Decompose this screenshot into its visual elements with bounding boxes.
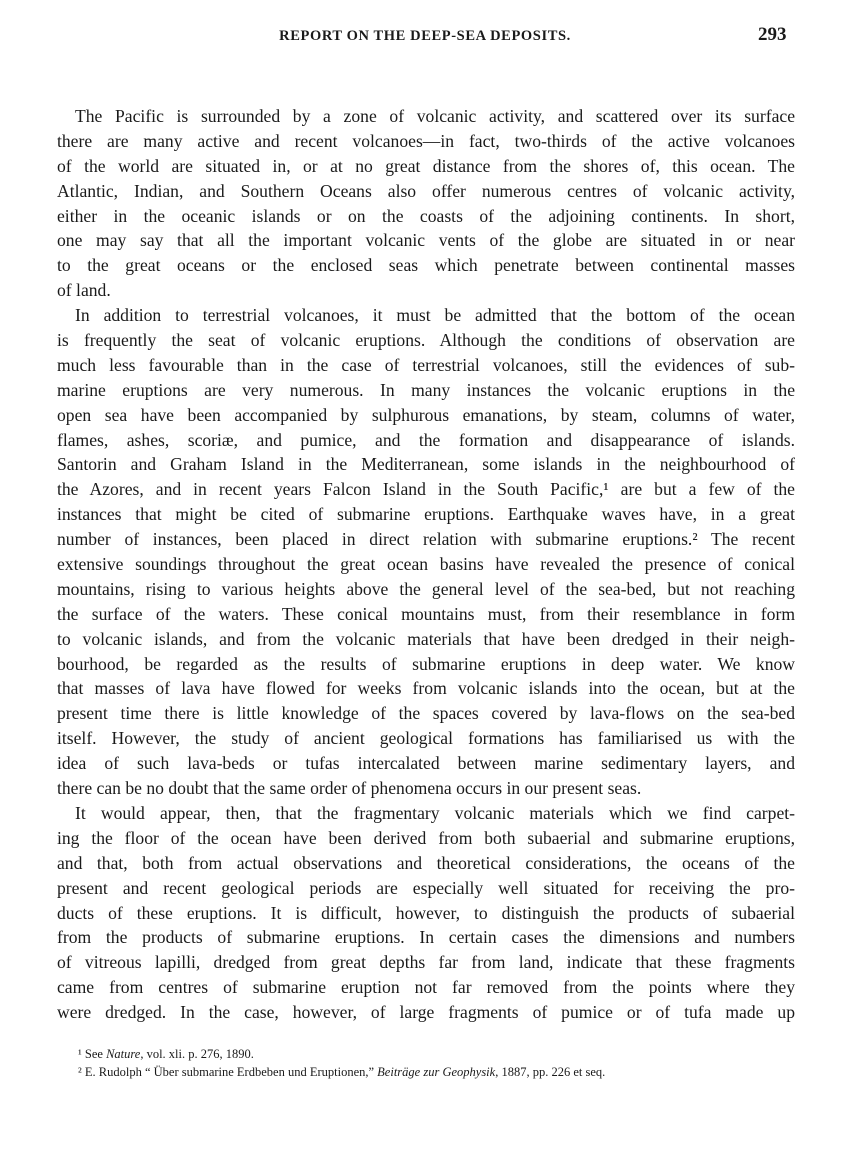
text-line: Santorin and Graham Island in the Mediterranean, some islands in the neighbourhood of <box>57 454 795 475</box>
text-line: number of instances, been placed in direct relation with submarine eruptions.² The recent <box>57 529 795 550</box>
text-line: ing the floor of the ocean have been derived from both subaerial and submarine eruptions, <box>57 827 795 848</box>
text-line: idea of such lava-beds or tufas intercalated between marine sedimentary layers, and <box>57 753 795 774</box>
text-line: instances that might be cited of submarine eruptions. Earthquake waves have, in a great <box>57 504 795 525</box>
text-line: marine eruptions are very numerous. In many instances the volcanic eruptions in the <box>57 379 795 400</box>
page-number: 293 <box>758 24 787 45</box>
text-line: the Azores, and in recent years Falcon Island in the South Pacific,¹ are but a few of the <box>57 479 795 500</box>
text-line: of the world are situated in, or at no great distance from the shores of, this ocean. The <box>57 155 795 176</box>
text-line: of land. <box>57 280 111 301</box>
text-line: either in the oceanic islands or on the coasts of the adjoining continents. In short, <box>57 205 795 226</box>
text-line: and that, both from actual observations and theoretical considerations, the oceans of the <box>57 852 795 873</box>
running-title: REPORT ON THE DEEP-SEA DEPOSITS. <box>279 28 571 44</box>
footnotes <box>78 1045 605 1081</box>
body-text <box>57 104 795 1025</box>
text-line: Atlantic, Indian, and Southern Oceans also offer numerous centres of volcanic activity, <box>57 180 795 201</box>
text-line: bourhood, be regarded as the results of submarine eruptions in deep water. We know <box>57 653 795 674</box>
footnote-text: See <box>81 1047 107 1061</box>
text-line: The Pacific is surrounded by a zone of volcanic activity, and scattered over its surface <box>75 106 795 126</box>
text-line: were dredged. In the case, however, of large fragments of pumice or of tufa made up <box>57 1002 795 1023</box>
text-line: extensive soundings throughout the great ocean basins have revealed the presence of conical <box>57 554 795 575</box>
text-line: present and recent geological periods are especially well situated for receiving the pro- <box>57 877 795 898</box>
text-line: present time there is little knowledge of the spaces covered by lava-flows on the sea-bed <box>57 703 795 724</box>
text-line: to volcanic islands, and from the volcanic materials that have been dredged in their neigh- <box>57 628 795 649</box>
text-line: flames, ashes, scoriæ, and pumice, and the formation and disappearance of islands. <box>57 429 795 450</box>
footnote-text: , 1887, pp. 226 et seq. <box>495 1065 606 1079</box>
text-line: mountains, rising to various heights above the general level of the sea-bed, but not reaching <box>57 578 795 599</box>
text-line: to the great oceans or the enclosed seas which penetrate between continental masses <box>57 255 795 276</box>
text-line: the surface of the waters. These conical mountains must, from their resemblance in form <box>57 603 795 624</box>
footnote-citation-title: Nature <box>106 1047 141 1061</box>
text-line: that masses of lava have flowed for weeks from volcanic islands into the ocean, but at the <box>57 678 795 699</box>
text-line: is frequently the seat of volcanic eruptions. Although the conditions of observation are <box>57 330 795 351</box>
text-line: open sea have been accompanied by sulphurous emanations, by steam, columns of water, <box>57 404 795 425</box>
text-line: of vitreous lapilli, dredged from great depths far from land, indicate that these fragments <box>57 952 795 973</box>
paragraph <box>57 303 795 801</box>
footnote-2 <box>78 1063 605 1081</box>
text-line: came from centres of submarine eruption not far removed from the points where they <box>57 977 795 998</box>
text-line: It would appear, then, that the fragmentary volcanic materials which we find carpet- <box>75 802 795 823</box>
text-line: there are many active and recent volcanoes—in fact, two-thirds of the active volcanoes <box>57 130 795 151</box>
footnote-text: E. Rudolph “ Über submarine Erdbeben und Eruptionen,” <box>81 1065 378 1079</box>
footnote-mark: ² <box>78 1065 82 1079</box>
footnote-1 <box>78 1045 605 1063</box>
footnote-citation-title: Beiträge zur Geophysik <box>377 1065 496 1079</box>
text-line: itself. However, the study of ancient geological formations has familiarised us with the <box>57 728 795 749</box>
paragraph <box>57 801 795 1025</box>
footnote-text: , vol. xli. p. 276, 1890. <box>140 1047 254 1061</box>
text-line: there can be no doubt that the same order of phenomena occurs in our present seas. <box>57 778 642 799</box>
text-line: from the products of submarine eruptions. In certain cases the dimensions and numbers <box>57 927 795 948</box>
text-line: one may say that all the important volcanic vents of the globe are situated in or near <box>57 230 795 251</box>
text-line: much less favourable than in the case of terrestrial volcanoes, still the evidences of sub- <box>57 354 795 375</box>
footnote-mark: ¹ <box>78 1047 82 1061</box>
text-line: In addition to terrestrial volcanoes, it must be admitted that the bottom of the ocean <box>75 305 795 326</box>
paragraph <box>57 104 795 303</box>
text-line: ducts of these eruptions. It is difficult, however, to distinguish the products of subaerial <box>57 902 795 923</box>
